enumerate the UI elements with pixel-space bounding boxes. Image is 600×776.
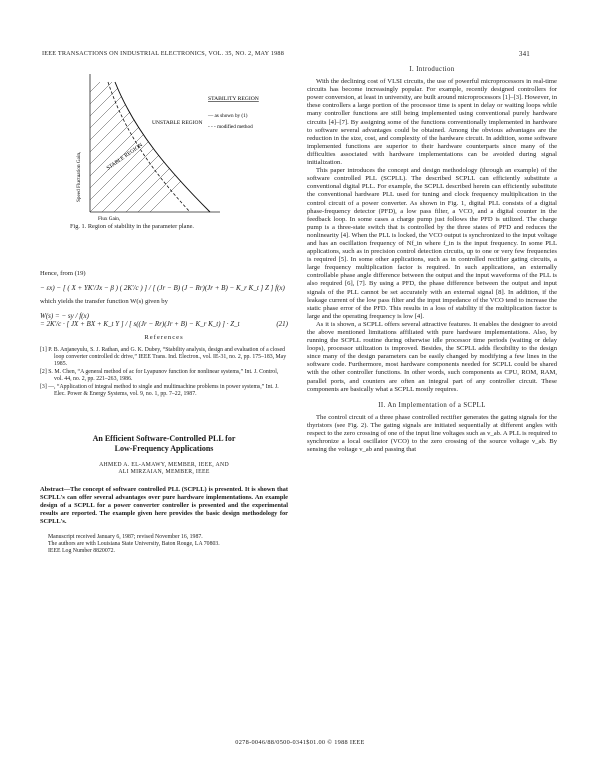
paper-title-line-1: An Efficient Software-Controlled PLL for bbox=[92, 433, 236, 443]
equation-21-line-2: = 2K′/c · [ JX + BX + K_t Y ] / [ s((Jr − Rr)(Jr + B) − K_r K_t) ] · Z_t bbox=[40, 320, 240, 329]
equation-19-body: [ ( X + YK′/Jx − β ) ( 2K′/c ) ] / [ (Jr − B) (J − Rr)(Jr + B) − K_r K_t ] Z ] f(x) bbox=[62, 284, 285, 293]
paper-title-line-2: Low-Frequency Applications bbox=[114, 443, 214, 453]
stability-boundary-curve bbox=[115, 82, 210, 212]
y-axis-label: Speed Fluctuation Gain, bbox=[76, 151, 82, 202]
x-axis-label: Flux Gain, bbox=[98, 216, 121, 222]
paper-title bbox=[40, 434, 288, 454]
legend-line-1: — as shown by (1) bbox=[208, 113, 248, 119]
authors-line-1: AHMED A. EL-AMAWY, MEMBER, IEEE, AND bbox=[99, 461, 229, 468]
equation-19-lhs: − εx) − bbox=[40, 284, 62, 293]
right-column bbox=[307, 64, 557, 454]
section-1-heading: I. Introduction bbox=[409, 66, 455, 73]
which-yields-text: which yields the transfer function W(s) given by bbox=[40, 298, 168, 306]
equation-19 bbox=[40, 284, 288, 292]
intro-paragraph-2: This paper introduces the concept and design methodology (through an example) of the software controlled PLL (SCPLL). The described SCPLL can efficiently substitute a conventional digital PLL. For example, the SCPLL described herein can efficiently substitute the conventional hardware PLL used for tuning and clock frequency multiplication in the control circuit of a power converter. As shown in Fig. 1, digital PLL consists of a digital phase-frequency detector (PFD), a low pass filter, a VCO, and a digital counter in the feedback loop. In some cases a charge pump just follows the PFD is utilized. The charge pump is a three-state switch that is controlled by the three states of PFD and reduces the nonlinearity [4]. When the PLL is locked, the VCO output is synchronized to the input voltage and has an oscillation frequency of Nf_in where f_in is the input frequency. In some PLL applications, such as in precision control detection circuits, up to one or very few frequencies is required [5]. In some other applications, such as in controlled rectifier gating circuits, a large frequency multiplication factor is required. In such applications, an externally controllable phase angle difference between the output and the input waveforms of the PLL is also required [6], [7]. By using a PFD, the phase difference between the output and input signals of the PLL cannot be set accurately with an external signal [8]. In addition, if the leakage current of the low pass filter and the input impedance of the VCO tend to increase the static phase error of the PFD. This results in a loss of stability if the multiplication factor is large and the operating frequency is low [4]. bbox=[307, 167, 557, 320]
authors-line-2: ALI MIRZAIAN, MEMBER, IEEE bbox=[118, 468, 210, 475]
equation-21-number: (21) bbox=[276, 320, 288, 329]
equation-21-line-1: W(s) = − sy / f(x) bbox=[40, 312, 89, 321]
footnote-log-number: IEEE Log Number 8820072. bbox=[48, 547, 115, 554]
equation-21 bbox=[40, 312, 288, 328]
unstable-region-label: UNSTABLE REGION bbox=[152, 120, 203, 126]
intro-paragraph-3: As it is shown, a SCPLL offers several attractive features. It enables the designer to avoid the above mentioned limitations affiliated with pure hardware implementations. Also, by running the SCPLL routine during otherwise idle processor time periods (waiting or delay loops), processor utilization is improved. Besides, the SCPLL adds flexibility to the design since many of the design parameters can be easily changed by modifying a few lines in the software code. Furthermore, most hardware components needed for SCPLL could be shared with the other controller functions. In other words, such components as CPU, ROM, RAM, parallel ports, and counters are often an integral part of any controller circuit. These components are basically what a SCPLL mostly requires. bbox=[307, 320, 557, 393]
footnote-received: Manuscript received January 6, 1987; revised November 16, 1987. bbox=[48, 533, 203, 540]
hence-text: Hence, from (19) bbox=[40, 270, 86, 277]
reference-1: [1] P. B. Anjaneyulu, S. J. Rathan, and G. K. Dubey, “Stability analysis, design and evaluation of a closed loop converter controlled dc drive,” IEEE Trans. Ind. Electron., vol. IE-31, no. 2, pp. 175–183, May 1985. bbox=[40, 346, 287, 367]
legend-line-2: - - - modified method bbox=[208, 124, 253, 130]
stable-region-label: STABLE REGION bbox=[105, 142, 144, 172]
figure-1-caption: Fig. 1. Region of stability in the parameter plane. bbox=[70, 223, 194, 230]
section-2-heading: II. An Implementation of a SCPLL bbox=[378, 401, 486, 409]
reference-2: [2] S. M. Chen, “A general method of ac for Lyapunov function for nonlinear systems,” Int. J. Control, vol. 44, no. 2, pp. 221–263, 1986. bbox=[40, 368, 279, 382]
implementation-paragraph-1: The control circuit of a three phase controlled rectifier generates the gating signals for the thyristors (see Fig. 2). The gating signals are initiated sequentially at different angles with respect to the zero crossing of one of the input line voltages such as v_ab. A PLL is required to synchronize a local oscillator (VCO) to the zero crossing of the source voltage v_ab. By sensing the voltage v_ab and passing that bbox=[307, 413, 557, 454]
references-heading: References bbox=[144, 334, 184, 342]
legend-title: STABILITY REGION bbox=[208, 96, 259, 102]
page-number: 341 bbox=[518, 50, 530, 58]
abstract: Abstract—The concept of software controlled PLL (SCPLL) is presented. It is shown that SCPLL's can offer several advantages over pure hardware implementations. An example design of a SCPLL for a power converter controller is presented and the experimental results are reported. The example given here provides the basic design methodology for SCPLL's. bbox=[40, 485, 288, 525]
left-column bbox=[40, 270, 288, 555]
journal-header: IEEE TRANSACTIONS ON INDUSTRIAL ELECTRONICS, VOL. 35, NO. 2, MAY 1988 bbox=[42, 50, 284, 57]
reference-3: [3] —, “Application of integral method to single and multimachine problems in power systems,” Int. J. Elec. Power & Energy Systems, vol. 9, no. 1, pp. 7–22, 1987. bbox=[40, 383, 279, 397]
footnote-affiliation: The authors are with Louisiana State University, Baton Rouge, LA 70803. bbox=[48, 540, 220, 547]
intro-paragraph-1: With the declining cost of VLSI circuits, the use of powerful microprocessors in real-time circuits has become increasingly popular. For example, recently designed controllers for power conversion, at least in university, are built around microprocessors [1]–[3]. However, in these controllers a large portion of the processor time is spent in delay or waiting loops while many controller functions are still being implemented using conventional purely hardware circuits [4]–[7]. By assigning some of the functions conventionally implemented in hardware to software several advantages could be obtained. Among the obvious advantages are the reduction in the size, cost, and complexity of the hardware circuit. In addition, some software implemented functions are superior to their hardware counterparts since many of the difficulties associated with hardware implementations can be avoided during signal initialization. bbox=[307, 78, 557, 167]
figure-1-stability-plot bbox=[40, 62, 290, 222]
copyright-line: 0278-0046/88/0500-0341$01.00 © 1988 IEEE bbox=[235, 739, 365, 746]
modified-boundary-curve bbox=[105, 82, 190, 212]
authors bbox=[40, 462, 288, 476]
